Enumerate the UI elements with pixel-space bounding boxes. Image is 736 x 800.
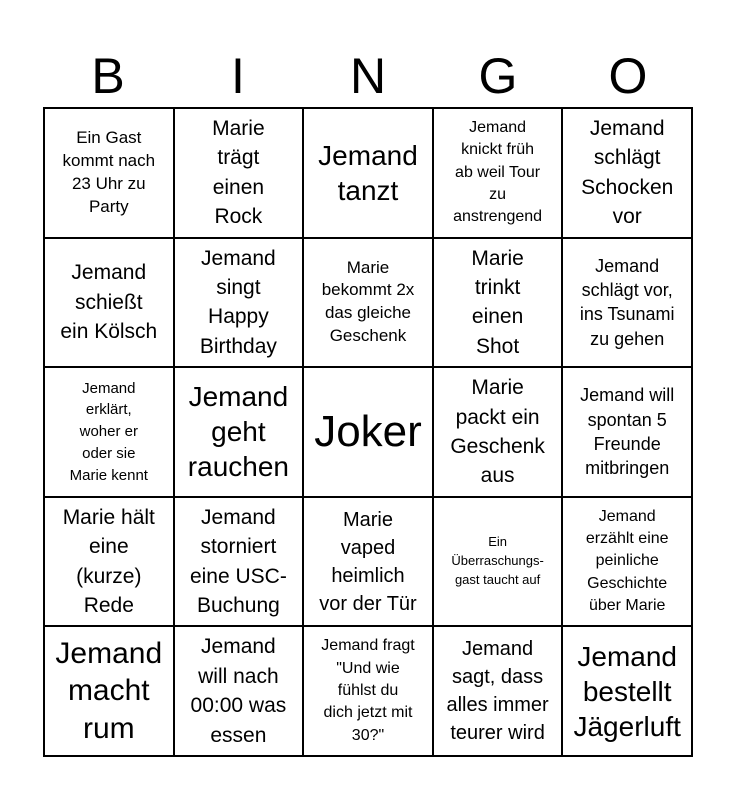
bingo-cell-r1c5[interactable] <box>562 108 692 238</box>
bingo-cell-r5c3[interactable] <box>303 626 433 756</box>
bingo-cell-r3c1[interactable] <box>44 367 174 497</box>
cell-text: Jemand erklärt, woher er oder sie Marie kennt <box>69 379 148 484</box>
cell-text: Jemand storniert eine USC- Buchung <box>189 505 287 617</box>
bingo-cell-r4c3[interactable] <box>303 497 433 627</box>
cell-text: Jemand schlägt Schocken vor <box>581 117 674 229</box>
cell-text: Jemand bestellt Jägerluft <box>573 640 681 742</box>
cell-text: Marie bekommt 2x das gleiche Geschenk <box>321 257 415 346</box>
bingo-cell-r3c5[interactable] <box>562 367 692 497</box>
bingo-cell-r4c5[interactable] <box>562 497 692 627</box>
cell-text: Joker <box>314 406 422 456</box>
bingo-header <box>43 45 693 107</box>
bingo-cell-r1c3[interactable] <box>303 108 433 238</box>
header-letter-n: N <box>349 48 387 104</box>
cell-text: Jemand will spontan 5 Freunde mitbringen <box>580 385 675 479</box>
cell-text: Jemand geht rauchen <box>187 381 289 483</box>
bingo-cell-r3c3-joker[interactable] <box>303 367 433 497</box>
cell-text: Jemand schlägt vor, ins Tsunami zu gehen <box>579 255 675 349</box>
cell-text: Jemand sagt, dass alles immer teurer wird <box>446 638 549 745</box>
bingo-cell-r4c2[interactable] <box>174 497 304 627</box>
bingo-grid <box>43 107 693 757</box>
header-letter-o: O <box>608 48 648 104</box>
bingo-cell-r3c4[interactable] <box>433 367 563 497</box>
cell-text: Jemand knickt früh ab weil Tour zu anstrengend <box>453 118 543 226</box>
bingo-cell-r2c2[interactable] <box>174 238 304 368</box>
cell-text: Marie hält eine (kurze) Rede <box>62 505 155 617</box>
header-letter-i: I <box>231 48 245 104</box>
cell-text: Marie packt ein Geschenk aus <box>450 376 545 488</box>
bingo-cell-r2c4[interactable] <box>433 238 563 368</box>
cell-text: Jemand singt Happy Birthday <box>199 246 277 358</box>
bingo-cell-r2c3[interactable] <box>303 238 433 368</box>
bingo-cell-r2c5[interactable] <box>562 238 692 368</box>
cell-text: Ein Überraschungs- gast taucht auf <box>451 534 544 588</box>
bingo-cell-r2c1[interactable] <box>44 238 174 368</box>
cell-text: Jemand will nach 00:00 was essen <box>190 635 287 747</box>
cell-text: Marie vaped heimlich vor der Tür <box>319 508 417 615</box>
header-letter-b: B <box>91 48 125 104</box>
bingo-cell-r1c1[interactable] <box>44 108 174 238</box>
cell-text: Ein Gast kommt nach 23 Uhr zu Party <box>62 127 156 216</box>
cell-text: Jemand erzählt eine peinliche Geschichte über Marie <box>585 507 669 615</box>
bingo-cell-r5c5[interactable] <box>562 626 692 756</box>
bingo-cell-r1c2[interactable] <box>174 108 304 238</box>
cell-text: Marie trinkt einen Shot <box>471 246 524 358</box>
bingo-cell-r1c4[interactable] <box>433 108 563 238</box>
bingo-cell-r4c1[interactable] <box>44 497 174 627</box>
cell-text: Marie trägt einen Rock <box>212 117 265 229</box>
cell-text: Jemand fragt "Und wie fühlst du dich jetzt mit 30?" <box>321 637 415 744</box>
cell-text: Jemand schießt ein Kölsch <box>60 261 158 344</box>
bingo-cell-r5c4[interactable] <box>433 626 563 756</box>
cell-text: Jemand tanzt <box>318 139 418 206</box>
bingo-cell-r5c2[interactable] <box>174 626 304 756</box>
bingo-cell-r4c4[interactable] <box>433 497 563 627</box>
cell-text: Jemand macht rum <box>55 636 163 745</box>
bingo-cell-r3c2[interactable] <box>174 367 304 497</box>
bingo-cell-r5c1[interactable] <box>44 626 174 756</box>
header-letter-g: G <box>478 48 518 104</box>
